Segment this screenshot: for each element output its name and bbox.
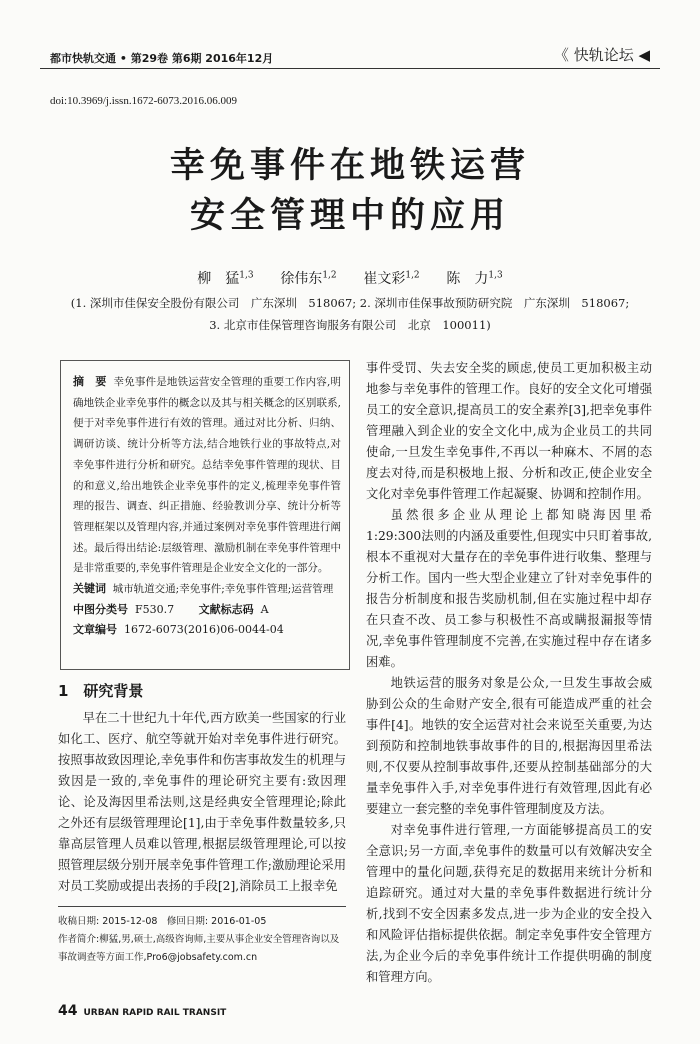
keywords	[73, 579, 341, 600]
section-heading: 1 研究背景	[58, 682, 144, 700]
received-dates: 收稿日期: 2015-12-08 修回日期: 2016-01-05	[58, 916, 267, 927]
author: 徐伟东$^{1,2}$	[280, 270, 337, 287]
abstract-label: 摘 要	[73, 375, 107, 388]
abstract-box	[60, 360, 350, 670]
footnote-rule	[58, 906, 346, 907]
affiliation-line-1: (1. 深圳市佳保安全股份有限公司 广东深圳 518067; 2. 深圳市佳保事故预防研究院 广东深圳 518067;	[70, 296, 630, 310]
article-number-row: 文章编号 1672-6073(2016)06-0044-04	[73, 622, 284, 636]
journal-english-name: URBAN RAPID RAIL TRANSIT	[83, 1008, 227, 1018]
column-name: 《 快轨论坛 ◀	[553, 46, 650, 64]
paragraph: 事件受罚、失去安全奖的顾虑,使员工更加积极主动地参与幸免事件的管理工作。良好的安全文化可增强员工的安全意识,提高员工的安全素养[3],把幸免事件管理融入到企业的安全文化中,成为企业员工的共同使命,一旦发生幸免事件,不再以一种麻木、不屑的态度去对待,而是积极地上报、分析和改正,使企业安全文化对幸免事件管理工作起凝聚、协调和控制作用。	[366, 361, 652, 501]
paragraph: 早在二十世纪九十年代,西方欧美一些国家的行业如化工、医疗、航空等就开始对幸免事件进行研究。按照事故致因理论,幸免事件和伤害事故发生的机理与致因是一致的,幸免事件的理论研究主要有:致因理论、论及海因里希法则,这是经典安全管理理论;除此之外还有层级管理理论[1],由于幸免事件数量较多,只靠高层管理人员难以管理,根据层级管理理论,可以按照管理层级分别开展幸免事件管理工作;激励理论采用对员工奖励或提出表扬的手段[2],消除员工上报幸免	[58, 711, 346, 893]
classification-row: 中图分类号 F530.7 文献标志码 A	[73, 602, 269, 616]
keywords-label: 关键词	[73, 582, 106, 596]
abstract-text: 幸免事件是地铁运营安全管理的重要工作内容,明确地铁企业幸免事件的概念以及其与相关概念的区别联系,便于对幸免事件进行有效的管理。通过对比分析、归纳、调研访谈、统计分析等方法,结合地铁行业的事故特点,对幸免事件进行分析和研究。总结幸免事件管理的现状、目的和意义,给出地铁企业幸免事件的定义,梳理幸免事件管理的报告、调查、纠正措施、经验教训分享、统计分析等管理框架以及管理内容,并通过案例对幸免事件管理进行阐述。最后得出结论:层级管理、激励机制在幸免事件管理中是非常重要的,幸免事件管理是企业安全文化的一部分。	[73, 376, 341, 575]
article-number-value: 1672-6073(2016)06-0044-04	[124, 622, 284, 636]
affiliation-line-2: 3. 北京市佳保管理咨询服务有限公司 北京 100011)	[209, 318, 491, 332]
author: 陈 力$^{1,3}$	[446, 270, 503, 287]
page-number: 44	[58, 1003, 78, 1019]
title-line-1: 幸免事件在地铁运营	[169, 146, 530, 186]
paragraph: 虽然很多企业从理论上都知晓海因里希1:29:300法则的内涵及重要性,但现实中只盯着事故,根本不重视对大量存在的幸免事件进行收集、整理与分析工作。国内一些大型企业建立了针对幸免事件的报告分析制度和报告奖励机制,但在实施过程中却存在只查不改、员工参与积极性不高或瞒报漏报等情况,幸免事件管理制度不完善,在实施过程中存在诸多困难。	[366, 508, 652, 669]
doi: doi:10.3969/j.issn.1672-6073.2016.06.009	[50, 95, 238, 107]
title-line-2: 安全管理中的应用	[189, 196, 510, 236]
keywords-text: 城市轨道交通;幸免事件;幸免事件管理;运营管理	[112, 583, 334, 596]
paragraph: 地铁运营的服务对象是公众,一旦发生事故会威胁到公众的生命财产安全,很有可能造成严重的社会事件[4]。地铁的安全运营对社会来说至关重要,为达到预防和控制地铁事故事件的目的,根据海因里希法则,不仅要从控制事故事件,还要从控制基础部分的大量幸免事件入手,对幸免事件进行有效管理,因此有必要建立一套完整的幸免事件管理制度及方法。	[366, 676, 652, 816]
body-left-column	[58, 708, 346, 897]
header-rule	[40, 68, 660, 69]
author-introduction: 作者简介:柳猛,男,硕士,高级咨询师,主要从事企业安全管理咨询以及事故调查等方面工作,Pro6@jobsafety.com.cn	[58, 934, 340, 963]
body-right-column	[366, 358, 652, 988]
abstract	[73, 372, 341, 579]
clc-value: F530.7	[135, 602, 175, 616]
author: 崔文彩$^{1,2}$	[363, 270, 420, 287]
paragraph: 对幸免事件进行管理,一方面能够提高员工的安全意识;另一方面,幸免事件的数量可以有效解决安全管理中的量化问题,获得充足的数据用来统计分析和追踪研究。通过对大量的幸免事件数据进行统计分析,找到不安全因素多发点,进一步为企业的安全投入和风险评估指标提供依据。制定幸免事件安全管理方法,为企业今后的幸免事件统计工作提供明确的制度和管理方向。	[366, 823, 652, 984]
author-list	[0, 268, 700, 288]
author: 柳 猛$^{1,3}$	[197, 270, 254, 287]
journal-header: 都市快轨交通 • 第29卷 第6期 2016年12月	[50, 52, 274, 65]
page-footer	[58, 1000, 226, 1019]
doc-code-value: A	[260, 602, 269, 616]
